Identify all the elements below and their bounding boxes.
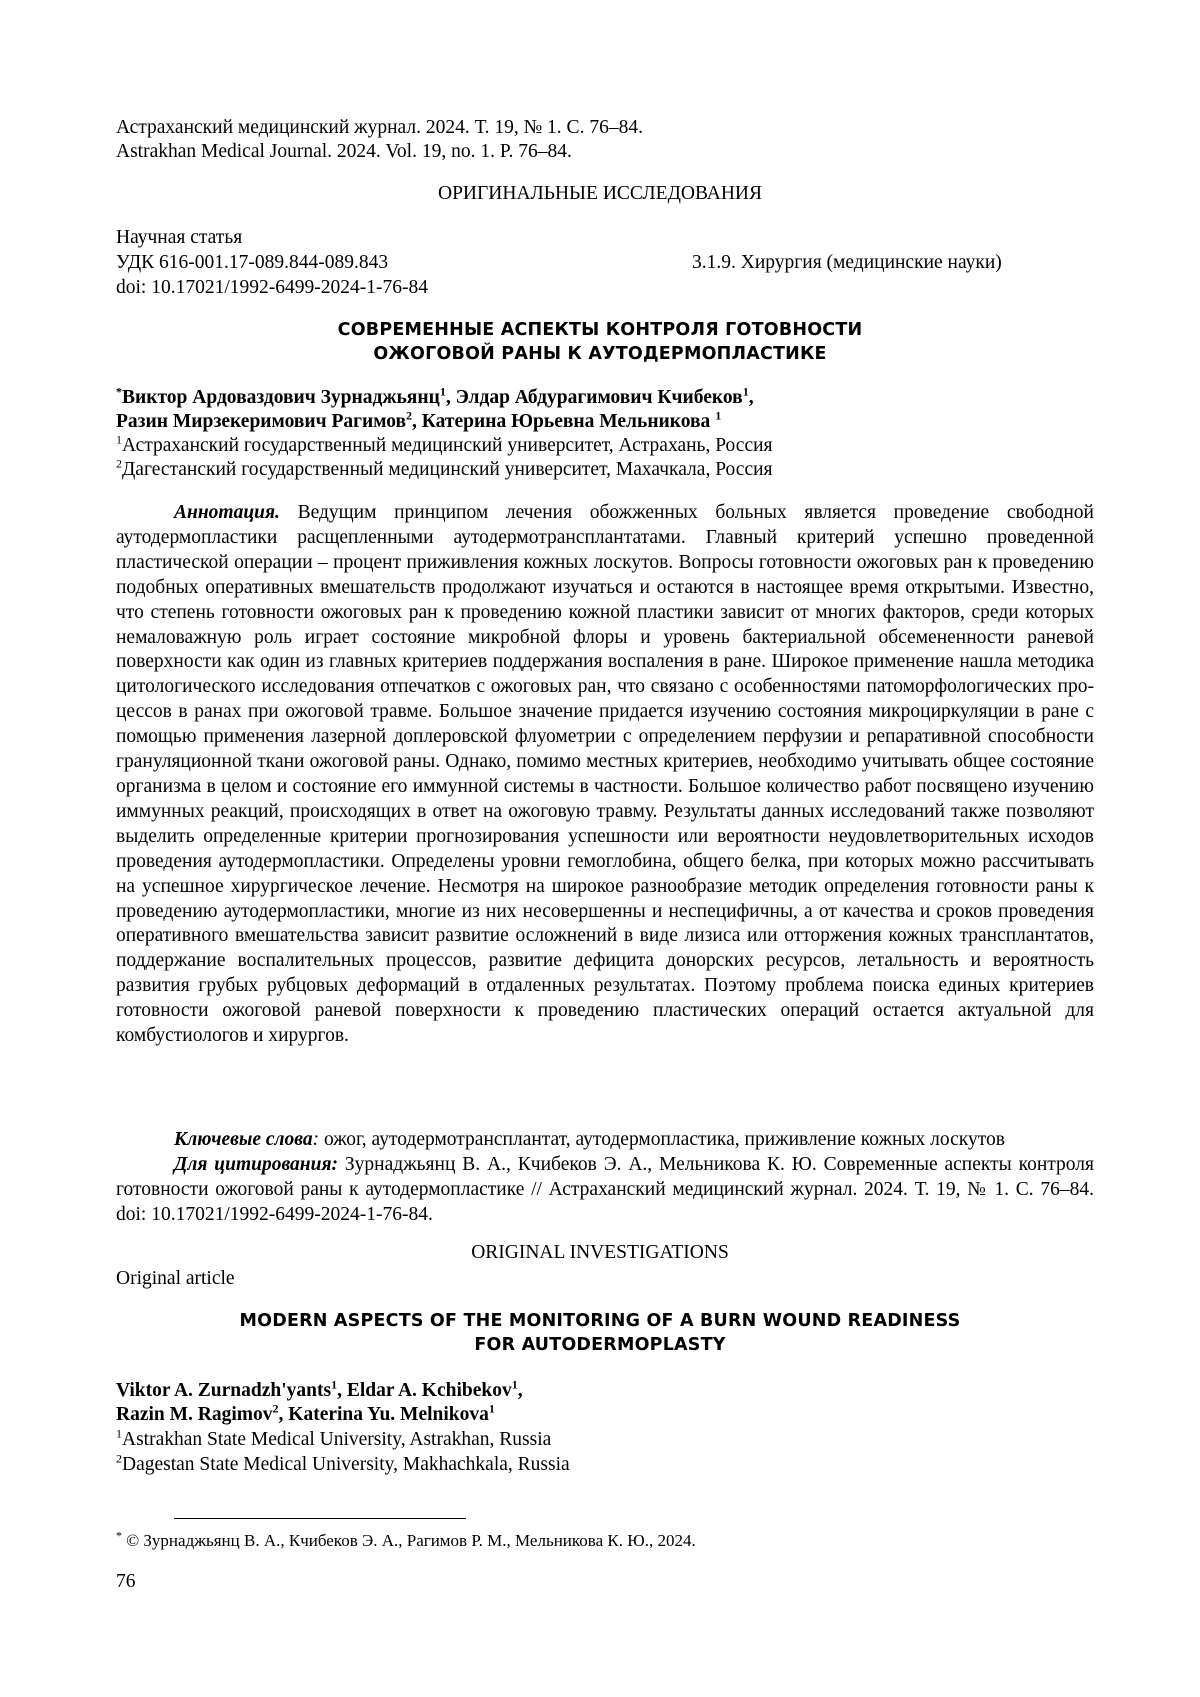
keywords-text: ожог, аутодермотрансплантат, аутодермопластика, приживление кожных лоскутов: [319, 1129, 1005, 1150]
abstract-label: Аннотация.: [174, 502, 280, 523]
footnote-divider: [174, 1518, 466, 1519]
authors-en-line-1: Viktor A. Zurnadzh'yants$^1$, Eldar A. Kchibekov$^1$,: [116, 1377, 523, 1401]
affiliation-ru-2-mark: 2: [116, 456, 122, 471]
affiliation-ru-1-mark: 1: [116, 432, 122, 447]
copyright-footnote: [116, 1528, 696, 1551]
citation-text: Зурнаджьянц В. А., Кчибеков Э. А., Мельникова К. Ю. Современные аспекты контроля готовности ожоговой раны к аутодермопластике // Астраханский медицинский журнал. 2024. Т. 19, № 1. С. 76–84. doi: 10.17021/1992-6499-2024-1-76-84.: [116, 1154, 1094, 1225]
title-en-line-2: FOR AUTODERMOPLASTY: [474, 1335, 726, 1355]
abstract-ru: [116, 501, 1094, 1049]
title-en-line-1: MODERN ASPECTS OF THE MONITORING OF A BURN WOUND READINESS: [239, 1311, 961, 1331]
author-en-2: Eldar A. Kchibekov: [346, 1380, 512, 1401]
affiliation-ru-1: [116, 434, 773, 458]
affiliation-en-2-mark: 2: [116, 1451, 122, 1466]
abstract-text: Ведущим принципом лечения обожженных больных является проведение свободной аутодермопластики расщепленными аутодермотрансплантатами. Главный критерий успешно проведенной пластической операции – процент приживления кожных лоскутов. Вопросы готовности ожоговых ран к проведению подобных оперативных вмешательств продолжают изучаться и остаются в настоящее время открытыми. Известно, что степень готовности ожоговых ран к проведению кожной пластики зависит от многих факторов, среди которых немаловажную роль играет состояние микробной флоры и уровень бактериальной обсемененности раневой поверхности как один из главных критериев поддержания воспаления в ране. Широкое применение нашла методика цитологического исследования отпечатков с ожоговых ран, что связано с особенностями патоморфологических процессов в ранах при ожоговой травме. Большое значение придается изучению состояния микроциркуляции в ране с помощью применения лазерной доплеровской флуометрии с определением перфузии и репаративной способности грануляционной ткани ожоговой раны. Однако, помимо местных критериев, необходимо учитывать общее состояние организма в целом и состояние его иммунной системы в частности. Большое количество работ посвящено изучению иммунных реакций, происходящих в ответ на ожоговую травму. Результаты данных исследований также позволяют выделить определенные критерии прогнозирования успешности или вероятности неудовлетворительных исходов проведения аутодермопластики. Определены уровни гемоглобина, общего белка, при которых можно рассчитывать на успешное хирургическое лечение. Несмотря на широкое разнообразие методик определения готовности раны к проведению аутодермопластики, многие из них несовершенны и неспецифичны, а от качества и сроков проведения оперативного вмешательства зависит развитие осложнений в виде лизиса или отторжения кожных трансплантатов, поддержание воспалительных процессов, развитие дефицита донорских ресурсов, летальность и вероятность развития грубых рубцовых деформаций в отдаленных результатах. Поэтому проблема поиска единых критериев готовности ожоговой раневой поверхности к проведению пластических операций остается актуальной для комбустиологов и хирургов.: [116, 502, 1094, 1047]
authors-ru-line-2: Разин Мирзекеримович Рагимов$^2$, Катерина Юрьевна Мельникова $^1$: [116, 408, 722, 432]
affiliation-en-1: [116, 1428, 551, 1452]
corresponding-mark: *: [116, 384, 122, 399]
title-ru-line-1: СОВРЕМЕННЫЕ АСПЕКТЫ КОНТРОЛЯ ГОТОВНОСТИ: [337, 320, 863, 340]
affiliation-en-2-text: Dagestan State Medical University, Makhachkala, Russia: [122, 1454, 570, 1475]
author-ru-2: Элдар Абдурагимович Кчибеков: [455, 387, 743, 408]
keywords-ru: [116, 1128, 1094, 1153]
author-en-1-affil: 1: [331, 1377, 338, 1392]
author-en-3-affil: 2: [272, 1401, 279, 1416]
authors-ru-line-1: *Виктор Ардоваздович Зурнаджьянц$^1$, Элдар Абдурагимович Кчибеков$^1$,: [116, 384, 754, 408]
affiliation-en-1-mark: 1: [116, 1426, 122, 1441]
article-type-en: Original article: [116, 1268, 235, 1289]
udc-code: УДК 616-001.17-089.844-089.843: [116, 252, 389, 273]
author-ru-1-affil: 1: [439, 384, 446, 399]
keywords-label: Ключевые слова: [174, 1129, 313, 1150]
author-en-4: Katerina Yu. Melnikova: [288, 1404, 489, 1425]
author-en-3: Razin M. Ragimov: [116, 1404, 273, 1425]
author-ru-4: Катерина Юрьевна Мельникова: [421, 411, 711, 432]
author-en-1: Viktor A. Zurnadzh'yants: [116, 1380, 332, 1401]
citation-label: Для цитирования:: [174, 1154, 339, 1175]
section-heading-en: ORIGINAL INVESTIGATIONS: [471, 1242, 729, 1263]
journal-citation-ru: Астраханский медицинский журнал. 2024. Т. 19, № 1. С. 76–84.: [116, 117, 643, 138]
author-ru-3: Разин Мирзекеримович Рагимов: [116, 411, 407, 432]
author-ru-3-affil: 2: [406, 408, 413, 423]
section-heading-ru: ОРИГИНАЛЬНЫЕ ИССЛЕДОВАНИЯ: [438, 183, 762, 204]
author-ru-2-affil: 1: [742, 384, 749, 399]
article-type-ru: Научная статья: [116, 227, 243, 248]
footnote-text: © Зурнаджьянц В. А., Кчибеков Э. А., Рагимов Р. М., Мельникова К. Ю., 2024.: [122, 1531, 696, 1550]
page-number: 76: [116, 1571, 136, 1592]
specialty-code: 3.1.9. Хирургия (медицинские науки): [692, 252, 1002, 273]
authors-en-line-2: Razin M. Ragimov$^2$, Katerina Yu. Melnikova$^1$: [116, 1401, 495, 1425]
author-ru-4-affil: 1: [715, 408, 722, 423]
author-en-4-affil: 1: [488, 1401, 495, 1416]
journal-citation-en: Astrakhan Medical Journal. 2024. Vol. 19, no. 1. P. 76–84.: [116, 141, 572, 162]
citation-ru: [116, 1153, 1094, 1228]
affiliation-en-1-text: Astrakhan State Medical University, Astrakhan, Russia: [122, 1429, 552, 1450]
author-ru-1: Виктор Ардоваздович Зурнаджьянц: [122, 387, 440, 408]
keywords-separator: :: [312, 1129, 320, 1150]
doi: doi: 10.17021/1992-6499-2024-1-76-84: [116, 277, 428, 298]
affiliation-ru-2-text: Дагестанский государственный медицинский университет, Махачкала, Россия: [122, 459, 773, 480]
affiliation-ru-2: [116, 458, 773, 482]
footnote-mark: *: [116, 1528, 122, 1543]
affiliation-ru-1-text: Астраханский государственный медицинский университет, Астрахань, Россия: [122, 435, 773, 456]
author-en-2-affil: 1: [511, 1377, 518, 1392]
affiliation-en-2: [116, 1453, 570, 1477]
title-ru-line-2: ОЖОГОВОЙ РАНЫ К АУТОДЕРМОПЛАСТИКЕ: [373, 344, 827, 364]
